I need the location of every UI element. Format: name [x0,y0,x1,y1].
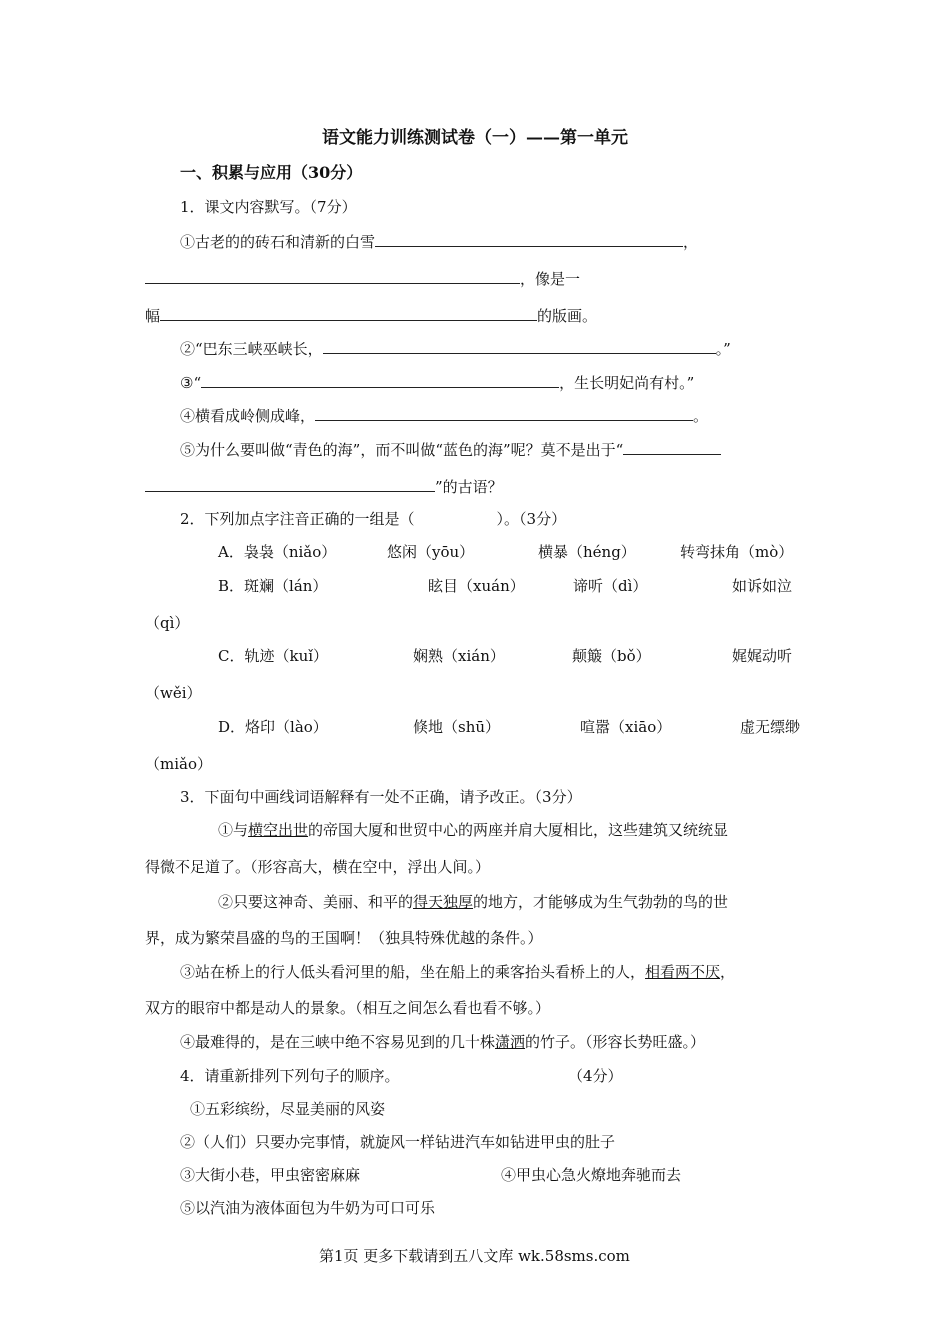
q2-option-b-4: 如诉如泣 [732,577,793,595]
q1-stem: 1．课文内容默写。（7分） [180,198,357,216]
q1-item2-text: ②“巴东三峡巫峡长， [180,340,323,358]
q2-option-b-tail: （qì） [145,614,190,632]
page-title: 语文能力训练测试卷（一）——第一单元 [322,128,628,148]
q2-stem-text: 2．下列加点字注音正确的一组是（ [180,510,415,528]
q1-item1-text4: 的版画。 [537,307,598,325]
q1-item4-text: ④横看成岭侧成峰， [180,407,316,425]
q1-item1-line3 [145,305,597,326]
q1-item3-text: ③“ [180,374,202,392]
q1-item1-blank3[interactable] [160,305,537,321]
q4-score: （4分） [568,1067,623,1085]
q3-s1-text: ①与 [218,821,249,839]
q4-stem: 4．请重新排列下列句子的顺序。 [180,1067,400,1085]
section-heading: 一、积累与应用（30分） [180,163,363,182]
q1-item2-end: 。” [715,340,731,358]
q3-s4-text: ④最难得的，是在三峡中绝不容易见到的几十株 [180,1033,496,1051]
q1-item1-line1 [180,231,698,252]
q3-sentence2 [218,892,728,912]
q1-item1-blank1[interactable] [375,231,683,247]
q1-item4-end: 。 [693,407,709,425]
q1-item1-text: ①古老的的砖石和清新的白雪 [180,233,376,251]
q3-sentence3-cont: 双方的眼帘中都是动人的景象。（相互之间怎么看也看不够。） [145,999,551,1017]
q3-sentence2-cont: 界，成为繁荣昌盛的鸟的王国啊！（独具特殊优越的条件。） [145,929,543,947]
q1-item2 [180,338,731,359]
q2-option-a-2: 悠闲（yōu） [387,543,475,561]
q3-s4-underlined: 潇洒 [495,1033,526,1051]
q2-option-c-4: 娓娓动听 [732,647,793,665]
q2-option-c-3: 颠簸（bǒ） [572,647,651,665]
q2-option-a-3: 横暴（héng） [538,543,636,561]
q3-sentence4 [180,1032,705,1052]
q4-line3: ③大街小巷，甲虫密密麻麻 [180,1166,361,1184]
q3-sentence1 [218,820,728,840]
q1-item1-line2 [145,268,580,289]
q1-item4-blank[interactable] [315,405,693,421]
q1-item1-blank2[interactable] [145,268,520,284]
q3-s2-underlined: 得天独厚 [413,893,474,911]
q2-option-d-tail: （miǎo） [145,755,212,773]
q1-item4 [180,405,708,426]
q3-s2-text2: 的地方，才能够成为生气勃勃的鸟的世 [473,893,729,911]
q1-item5-blank1[interactable] [623,439,721,455]
q3-sentence3 [180,962,735,982]
q3-s2-text: ②只要这神奇、美丽、和平的 [218,893,414,911]
q3-s1-text2: 的帝国大厦和世贸中心的两座并肩大厦相比，这些建筑又统统显 [308,821,729,839]
q3-sentence1-cont: 得微不足道了。（形容高大，横在空中，浮出人间。） [145,858,491,876]
q2-option-a-1: A．袅袅（niǎo） [218,543,337,561]
q2-option-c-1: C．轨迹（kuǐ） [218,647,329,665]
q2-option-d-1: D．烙印（lào） [218,718,328,736]
q2-stem [180,509,566,529]
q4-line2: ②（人们）只要办完事情，就旋风一样钻进汽车如钻进甲虫的肚子 [180,1133,616,1151]
q1-item1-text3: 幅 [145,307,161,325]
page-footer: 第1页 更多下载请到五八文库 wk.58sms.com [319,1247,630,1265]
q1-item3-blank[interactable] [201,372,559,388]
q2-stem-score: ）。（3分） [496,510,567,528]
q4-line5: ⑤以汽油为液体面包为牛奶为可口可乐 [180,1199,436,1217]
q1-item5-line2 [145,476,503,497]
q1-item5-end: ”的古语？ [435,478,503,496]
q2-option-b-2: 眩目（xuán） [428,577,525,595]
q1-item3 [180,372,694,393]
q4-line4: ④甲虫心急火燎地奔驰而去 [501,1166,682,1184]
q3-s1-underlined: 横空出世 [248,821,309,839]
q1-item5-text: ⑤为什么要叫做“青色的海”，而不叫做“蓝色的海”呢？莫不是出于“ [180,441,624,459]
q3-s3-text: ③站在桥上的行人低头看河里的船，坐在船上的乘客抬头看桥上的人， [180,963,646,981]
q3-s3-comma: ， [720,963,736,981]
q2-option-d-2: 倏地（shū） [413,718,501,736]
q2-option-b-3: 谛听（dì） [573,577,648,595]
q1-item3-end: ，生长明妃尚有村。” [559,374,695,392]
q2-option-c-tail: （wěi） [145,684,202,702]
q4-line1: ①五彩缤纷，尽显美丽的风姿 [190,1100,386,1118]
q3-stem: 3．下面句中画线词语解释有一处不正确，请予改正。（3分） [180,788,582,806]
q1-item1-text2: ，像是一 [520,270,581,288]
q3-s3-underlined: 相看两不厌 [645,963,721,981]
q1-item1-comma: ， [683,233,699,251]
q2-option-b-1: B．斑斓（lán） [218,577,328,595]
q2-option-a-4: 转弯抹角（mò） [680,543,794,561]
q1-item2-blank[interactable] [323,338,716,354]
q2-option-d-4: 虚无缥缈 [740,718,801,736]
q1-item5-line1 [180,439,721,460]
q2-option-d-3: 喧嚣（xiāo） [580,718,672,736]
q1-item5-blank2[interactable] [145,476,435,492]
q3-s4-text2: 的竹子。（形容长势旺盛。） [525,1033,706,1051]
q2-option-c-2: 娴熟（xián） [413,647,505,665]
